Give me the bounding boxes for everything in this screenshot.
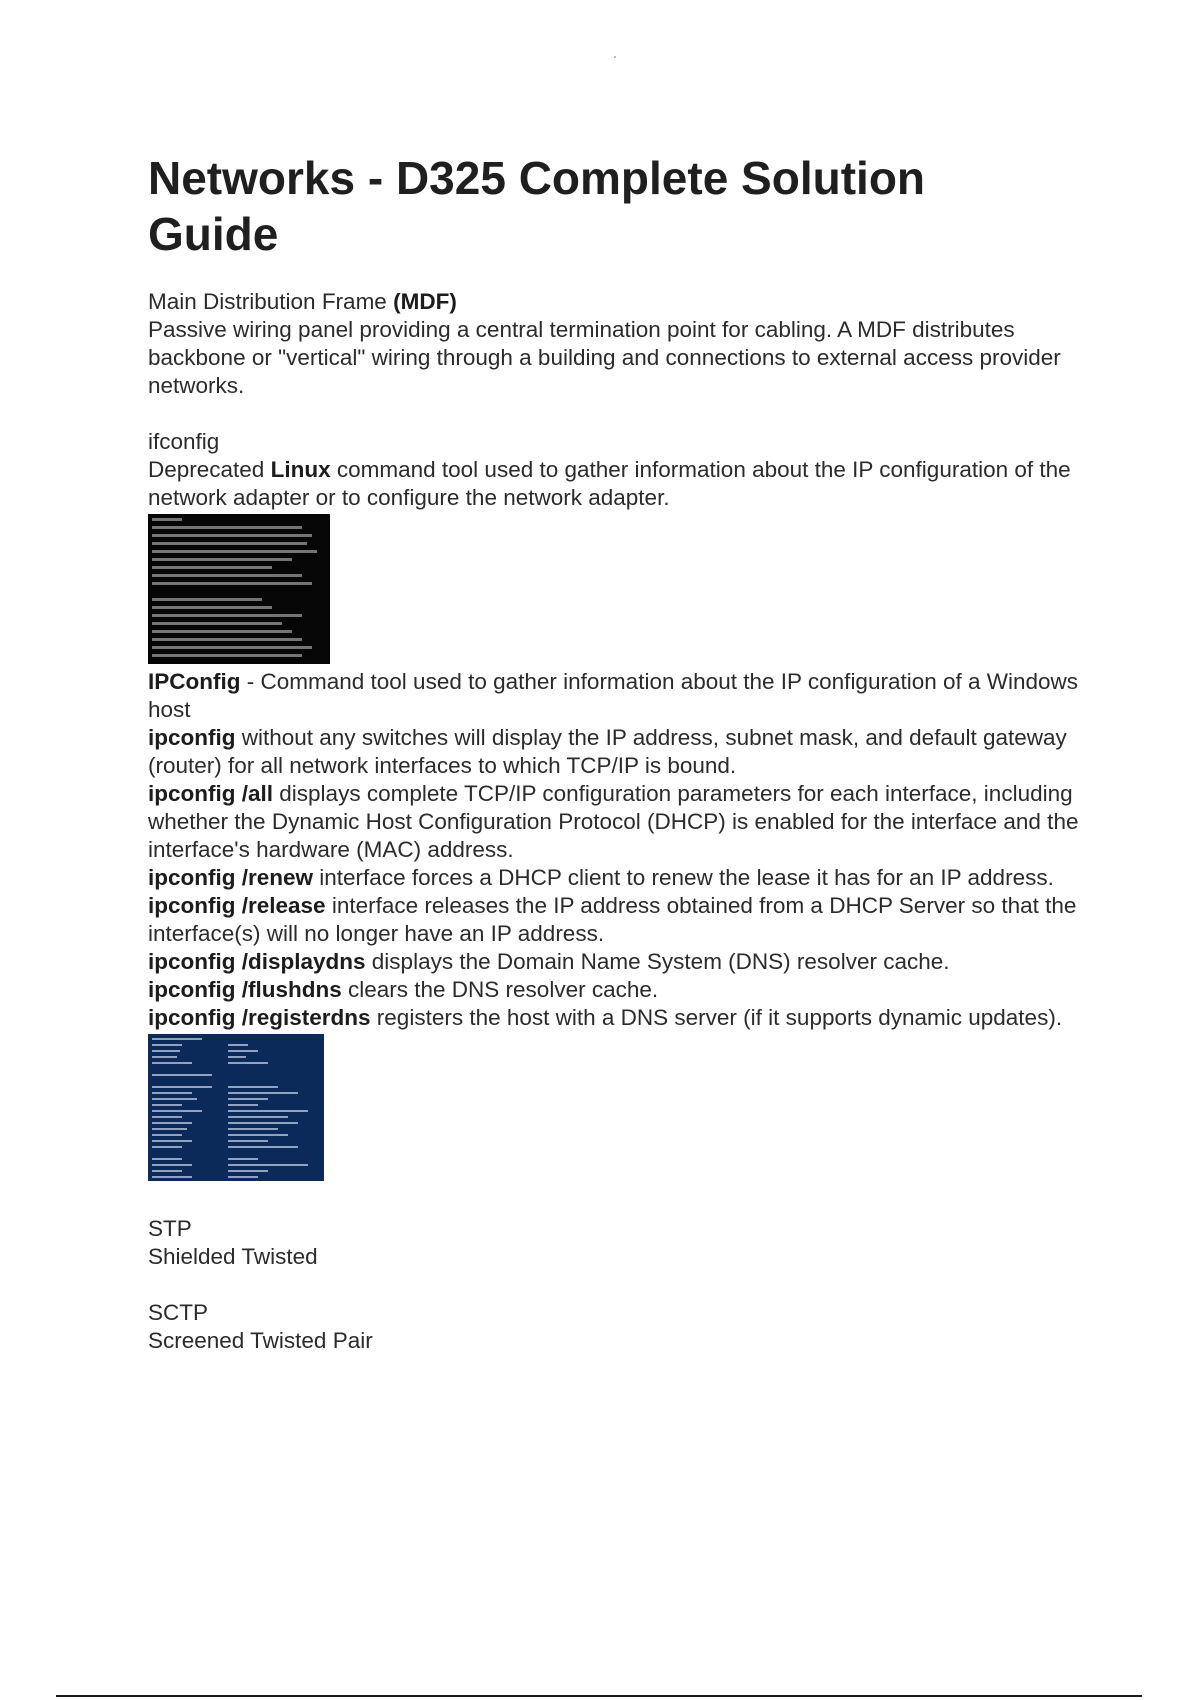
ipconfig-command-item xyxy=(148,724,1088,780)
powershell-text-line xyxy=(228,1128,278,1130)
powershell-text-line xyxy=(228,1164,308,1166)
ifconfig-definition xyxy=(148,456,1088,512)
ipconfig-command-name: ipconfig /all xyxy=(148,781,274,806)
scan-speck xyxy=(614,56,616,58)
ipconfig-command-name: ipconfig /registerdns xyxy=(148,1005,371,1030)
sctp-term: SCTP xyxy=(148,1300,209,1325)
ipconfig-command-desc: interface releases the IP address obtained from a DHCP Server so that the interface(s) will no longer have an IP address. xyxy=(148,893,1077,946)
terminal-text-line xyxy=(152,606,272,609)
terminal-text-line xyxy=(152,534,312,537)
ipconfig-heading xyxy=(148,668,1088,724)
ipconfig-heading-bold: IPConfig xyxy=(148,669,241,694)
document-page xyxy=(148,150,1088,1355)
terminal-text-line xyxy=(152,646,312,649)
powershell-text-line xyxy=(228,1146,298,1148)
powershell-text-line xyxy=(152,1044,182,1046)
terminal-text-line xyxy=(152,566,272,569)
ifconfig-term: ifconfig xyxy=(148,429,220,454)
ipconfig-command-item xyxy=(148,780,1088,864)
powershell-text-line xyxy=(152,1158,182,1160)
powershell-text-line xyxy=(152,1170,182,1172)
powershell-text-line xyxy=(228,1044,248,1046)
powershell-text-line xyxy=(228,1092,298,1094)
ifconfig-def-before: Deprecated xyxy=(148,457,265,482)
powershell-text-line xyxy=(228,1086,278,1088)
powershell-text-line xyxy=(228,1062,268,1064)
powershell-text-line xyxy=(152,1164,192,1166)
powershell-text-line xyxy=(152,1074,212,1076)
powershell-text-line xyxy=(228,1170,268,1172)
entry-ipconfig xyxy=(148,668,1088,1181)
ipconfig-command-desc: displays the Domain Name System (DNS) resolver cache. xyxy=(371,949,950,974)
ipconfig-command-name: ipconfig /release xyxy=(148,893,326,918)
terminal-text-line xyxy=(152,550,317,553)
powershell-text-line xyxy=(228,1056,246,1058)
ipconfig-command-desc: registers the host with a DNS server (if it supports dynamic updates). xyxy=(376,1005,1063,1030)
powershell-text-line xyxy=(228,1176,258,1178)
powershell-text-line xyxy=(228,1050,258,1052)
ipconfig-command-name: ipconfig /displaydns xyxy=(148,949,366,974)
ipconfig-command-desc: displays complete TCP/IP configuration parameters for each interface, including whether the Dynamic Host Configuration Protocol (DHCP) is enabled for the interface and the interface's hardware (MAC) address. xyxy=(148,781,1079,862)
ipconfig-command-desc: interface forces a DHCP client to renew the lease it has for an IP address. xyxy=(319,865,1054,890)
mdf-term xyxy=(148,288,1088,316)
document-title: Networks - D325 Complete Solution Guide xyxy=(148,152,926,260)
ifconfig-def-linux: Linux xyxy=(270,457,331,482)
powershell-text-line xyxy=(228,1098,268,1100)
powershell-text-line xyxy=(152,1176,192,1178)
mdf-term-plain: Main Distribution Frame xyxy=(148,289,387,314)
terminal-text-line xyxy=(152,598,262,601)
powershell-text-line xyxy=(152,1092,192,1094)
terminal-text-line xyxy=(152,654,302,657)
ipconfig-command-item xyxy=(148,892,1088,948)
terminal-text-line xyxy=(152,518,182,521)
powershell-text-line xyxy=(152,1038,202,1040)
ipconfig-command-list xyxy=(148,724,1088,1032)
spacer xyxy=(148,400,1088,428)
spacer xyxy=(148,1271,1088,1299)
powershell-text-line xyxy=(152,1122,192,1124)
ipconfig-command-desc: clears the DNS resolver cache. xyxy=(348,977,659,1002)
ipconfig-command-item xyxy=(148,948,1088,976)
footer-rule xyxy=(56,1695,1142,1697)
mdf-term-abbrev: (MDF) xyxy=(393,289,457,314)
terminal-text-line xyxy=(152,542,307,545)
powershell-text-line xyxy=(228,1134,288,1136)
stp-definition: Shielded Twisted xyxy=(148,1244,318,1269)
entry-stp xyxy=(148,1215,1088,1271)
powershell-text-line xyxy=(228,1116,288,1118)
entry-mdf xyxy=(148,288,1088,400)
powershell-text-line xyxy=(228,1110,308,1112)
terminal-text-line xyxy=(152,526,302,529)
powershell-text-line xyxy=(152,1134,182,1136)
entry-sctp xyxy=(148,1299,1088,1355)
ifconfig-terminal-screenshot xyxy=(148,514,330,664)
ipconfig-command-name: ipconfig /flushdns xyxy=(148,977,342,1002)
powershell-text-line xyxy=(152,1140,192,1142)
mdf-definition: Passive wiring panel providing a central termination point for cabling. A MDF distributes backbone or "vertical" wiring through a building and connections to external access provider networks. xyxy=(148,317,1061,398)
ipconfig-powershell-screenshot xyxy=(148,1034,324,1181)
powershell-text-line xyxy=(152,1056,177,1058)
powershell-text-line xyxy=(228,1158,258,1160)
ipconfig-command-item xyxy=(148,1004,1088,1032)
powershell-text-line xyxy=(152,1110,202,1112)
ipconfig-command-item xyxy=(148,864,1088,892)
terminal-text-line xyxy=(152,622,282,625)
powershell-text-line xyxy=(152,1146,182,1148)
powershell-text-line xyxy=(152,1086,212,1088)
terminal-text-line xyxy=(152,630,292,633)
ipconfig-command-name: ipconfig xyxy=(148,725,236,750)
ipconfig-command-desc: without any switches will display the IP address, subnet mask, and default gateway (router) for all network interfaces to which TCP/IP is bound. xyxy=(148,725,1067,778)
powershell-text-line xyxy=(152,1104,182,1106)
terminal-text-line xyxy=(152,574,302,577)
ipconfig-heading-rest: - Command tool used to gather information about the IP configuration of a Windows host xyxy=(148,669,1079,722)
powershell-text-line xyxy=(228,1140,268,1142)
powershell-text-line xyxy=(228,1104,258,1106)
terminal-text-line xyxy=(152,638,302,641)
powershell-text-line xyxy=(152,1098,197,1100)
terminal-text-line xyxy=(152,614,302,617)
powershell-text-line xyxy=(152,1062,192,1064)
entry-ifconfig xyxy=(148,428,1088,664)
powershell-text-line xyxy=(228,1122,298,1124)
terminal-text-line xyxy=(152,558,292,561)
ipconfig-command-name: ipconfig /renew xyxy=(148,865,314,890)
powershell-text-line xyxy=(152,1050,180,1052)
stp-term: STP xyxy=(148,1216,192,1241)
powershell-text-line xyxy=(152,1116,182,1118)
sctp-definition: Screened Twisted Pair xyxy=(148,1328,373,1353)
powershell-text-line xyxy=(152,1128,187,1130)
terminal-text-line xyxy=(152,582,312,585)
ifconfig-def-after: command tool used to gather information about the IP configuration of the network adapter or to configure the network adapter. xyxy=(148,457,1071,510)
ipconfig-command-item xyxy=(148,976,1088,1004)
